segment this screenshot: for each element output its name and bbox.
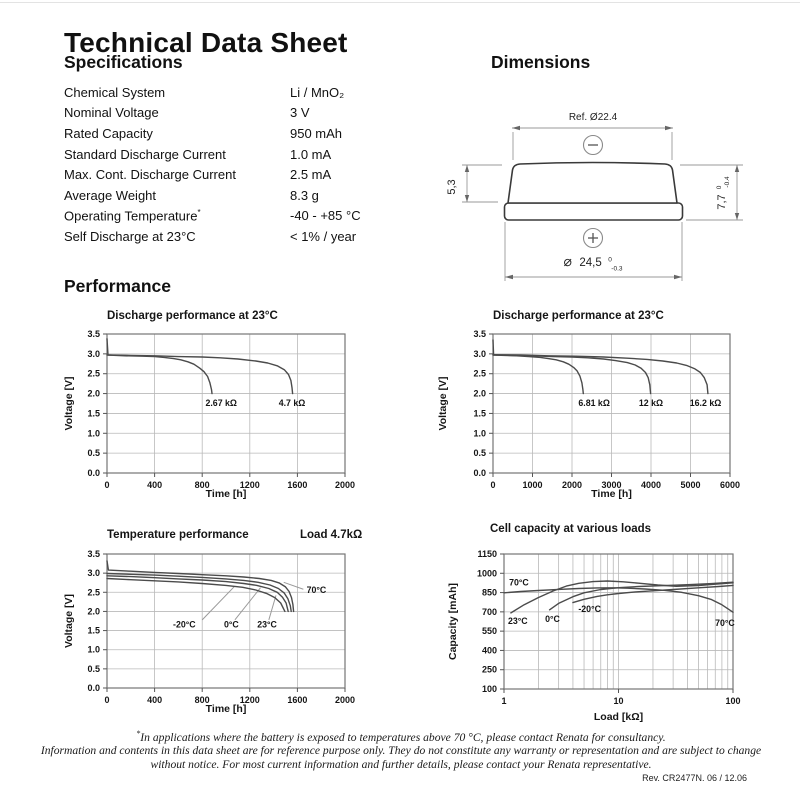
spec-row-standard-discharge-current bbox=[64, 144, 424, 165]
spec-label: Rated Capacity bbox=[64, 125, 153, 141]
y-tick-label: 2.5 bbox=[87, 368, 100, 379]
x-tick-label: 800 bbox=[194, 480, 210, 490]
x-tick-label: 4000 bbox=[640, 480, 662, 490]
x-tick-label: 6000 bbox=[719, 480, 741, 490]
page-top-divider bbox=[0, 2, 800, 3]
y-tick-label: 850 bbox=[481, 587, 497, 598]
spec-value: -40 - +85 °C bbox=[290, 208, 361, 224]
spec-label: Average Weight bbox=[64, 187, 157, 203]
total-height-tol-upper: 0 bbox=[716, 185, 723, 190]
y-tick-label: 700 bbox=[481, 606, 497, 617]
x-tick-label: 400 bbox=[147, 695, 163, 705]
minus-terminal-icon bbox=[584, 136, 603, 155]
spec-label: Self Discharge at 23°C bbox=[64, 228, 196, 244]
performance-heading: Performance bbox=[64, 276, 171, 296]
x-tick-label: 10 bbox=[613, 696, 624, 706]
curve-label: 70°C bbox=[715, 618, 735, 629]
diameter-value: 24,5 bbox=[579, 257, 602, 269]
y-tick-label: 1000 bbox=[476, 568, 497, 579]
x-tick-label: 0 bbox=[104, 480, 110, 490]
curve-label: 23°C bbox=[507, 615, 528, 626]
diameter-tol-lower: -0.3 bbox=[611, 265, 623, 273]
spec-label: Operating Temperature bbox=[64, 208, 198, 224]
plus-terminal-icon bbox=[584, 229, 603, 248]
y-tick-label: 3.5 bbox=[87, 329, 100, 339]
chart-title: Temperature performance bbox=[107, 529, 249, 541]
series-16.2-k- bbox=[493, 355, 708, 394]
curve-label: -20°C bbox=[578, 604, 601, 615]
chart-title: Cell capacity at various loads bbox=[490, 523, 652, 535]
chart-title: Discharge performance at 23°C bbox=[107, 310, 278, 322]
y-tick-label: 550 bbox=[481, 626, 497, 637]
chart-title: Discharge performance at 23°C bbox=[493, 310, 664, 322]
chart-load-label: Load 4.7kΩ bbox=[300, 529, 363, 541]
spec-label: Nominal Voltage bbox=[64, 105, 159, 121]
footnote-marker: * bbox=[197, 208, 201, 218]
series-2.67-k- bbox=[107, 339, 212, 394]
spec-row-max-discharge-current bbox=[64, 164, 424, 185]
y-tick-label: 1.0 bbox=[87, 428, 100, 439]
total-height-label: 7,7 bbox=[716, 194, 728, 210]
spec-value: < 1% / year bbox=[290, 228, 357, 244]
x-tick-label: 1 bbox=[501, 696, 507, 706]
discharge-performance-high-load-chart bbox=[433, 299, 781, 512]
footnote-line-1: *In applications where the battery is exposed to temperatures above 70 °C, please contact Renata for consultancy. bbox=[136, 729, 666, 744]
spec-row-operating-temperature bbox=[64, 206, 424, 227]
curve-label: 4.7 kΩ bbox=[278, 398, 306, 409]
y-tick-label: 3.0 bbox=[87, 568, 100, 579]
y-tick-label: 2.0 bbox=[473, 388, 486, 399]
x-tick-label: 5000 bbox=[680, 480, 701, 490]
curve-label: 0°C bbox=[545, 613, 560, 624]
spec-row-rated-capacity bbox=[64, 123, 424, 144]
x-tick-label: 2000 bbox=[561, 480, 583, 490]
x-axis-label: Load [kΩ] bbox=[593, 711, 644, 723]
curve-label: 16.2 kΩ bbox=[689, 398, 722, 409]
curve-label: 6.81 kΩ bbox=[578, 398, 610, 409]
y-tick-label: 1.5 bbox=[473, 408, 486, 419]
spec-row-self-discharge bbox=[64, 226, 424, 247]
y-tick-label: 2.5 bbox=[473, 368, 486, 379]
x-axis-label: Time [h] bbox=[205, 488, 247, 500]
diameter-tol-upper: 0 bbox=[608, 256, 612, 264]
x-tick-label: 1000 bbox=[522, 480, 543, 490]
spec-label: Chemical System bbox=[64, 84, 166, 100]
x-tick-label: 2000 bbox=[334, 695, 356, 705]
specifications-table bbox=[64, 82, 424, 247]
curve-label: 70°C bbox=[509, 577, 529, 588]
curve-label: -20°C bbox=[173, 619, 196, 630]
y-tick-label: 2.5 bbox=[87, 587, 100, 598]
x-axis-label: Time [h] bbox=[591, 488, 632, 500]
y-tick-label: 3.5 bbox=[473, 329, 486, 339]
x-tick-label: 0 bbox=[104, 695, 110, 705]
x-tick-label: 0 bbox=[490, 480, 496, 490]
x-tick-label: 800 bbox=[194, 695, 210, 705]
y-tick-label: 1150 bbox=[477, 549, 497, 559]
y-tick-label: 0.5 bbox=[87, 663, 100, 674]
curve-label: 0°C bbox=[223, 619, 239, 630]
series-70-c bbox=[107, 561, 294, 612]
svg-text:7,7 0 -0.4 bbox=[712, 176, 731, 210]
y-tick-label: 3.5 bbox=[87, 549, 100, 559]
spec-value: 2.5 mA bbox=[290, 167, 332, 183]
y-tick-label: 400 bbox=[481, 645, 497, 656]
inner-height-label: 5,3 bbox=[446, 179, 458, 195]
y-tick-label: 1.5 bbox=[87, 408, 100, 419]
spec-value: 3 V bbox=[290, 105, 310, 121]
y-tick-label: 3.0 bbox=[87, 348, 100, 359]
spec-row-average-weight bbox=[64, 185, 424, 206]
spec-row-nominal-voltage bbox=[64, 103, 424, 124]
footnote-marker: * bbox=[136, 729, 141, 738]
y-tick-label: 1.0 bbox=[473, 428, 486, 439]
cell-capacity-chart bbox=[443, 516, 789, 732]
x-tick-label: 400 bbox=[147, 480, 163, 490]
curve-label: 23°C bbox=[257, 619, 277, 630]
y-tick-label: 1.0 bbox=[87, 644, 100, 655]
spec-row-chemical-system bbox=[64, 82, 424, 103]
ref-diameter-label: Ref. Ø22.4 bbox=[568, 112, 618, 123]
x-axis-label: Time [h] bbox=[205, 703, 247, 715]
spec-label: Standard Discharge Current bbox=[64, 146, 226, 162]
y-axis-label: Voltage [V] bbox=[63, 593, 75, 649]
y-tick-label: 0.0 bbox=[87, 468, 100, 478]
total-height-dimension bbox=[680, 165, 743, 220]
y-axis-label: Voltage [V] bbox=[63, 376, 75, 431]
curve-label: 2.67 kΩ bbox=[205, 398, 237, 409]
y-tick-label: 0.5 bbox=[87, 448, 100, 459]
curve-label: 70°C bbox=[306, 584, 327, 595]
battery-outline bbox=[505, 163, 683, 221]
dimensions-heading: Dimensions bbox=[491, 52, 591, 72]
svg-text:⌀ 24,5 0 -0.3 bbox=[563, 249, 622, 273]
temperature-performance-chart bbox=[59, 514, 391, 728]
y-tick-label: 2.0 bbox=[87, 606, 100, 617]
series-0-c bbox=[550, 582, 733, 610]
series-6.81-k- bbox=[493, 340, 583, 394]
y-axis-label: Voltage [V] bbox=[437, 376, 449, 431]
battery-dimension-drawing bbox=[440, 92, 800, 292]
spec-value: 1.0 mA bbox=[290, 146, 332, 162]
x-tick-label: 1600 bbox=[287, 480, 308, 490]
x-tick-label: 1600 bbox=[287, 695, 308, 705]
spec-label: Max. Cont. Discharge Current bbox=[64, 167, 236, 183]
revision-label: Rev. CR2477N. 06 / 12.06 bbox=[642, 773, 747, 783]
series-23-c bbox=[511, 581, 733, 613]
series-0-c bbox=[107, 576, 288, 612]
y-tick-label: 3.0 bbox=[473, 348, 486, 359]
footnote bbox=[38, 727, 764, 772]
y-tick-label: 0.5 bbox=[473, 448, 486, 459]
y-tick-label: 0.0 bbox=[87, 683, 100, 693]
page-title: Technical Data Sheet bbox=[64, 26, 348, 58]
x-tick-label: 2000 bbox=[334, 480, 356, 490]
footnote-line-2: Information and contents in this data sheet are for reference purpose only. They do not constitute any warranty or representation and are subject to change without notice. For most current information and further details, please contact your Renata representative. bbox=[40, 744, 762, 772]
diameter-symbol: ⌀ bbox=[563, 253, 572, 269]
discharge-performance-low-load-chart bbox=[59, 299, 391, 512]
series-4.7-k- bbox=[107, 355, 293, 394]
x-tick-label: 3000 bbox=[601, 480, 622, 490]
y-tick-label: 2.0 bbox=[87, 388, 100, 399]
y-axis-label: Capacity [mAh] bbox=[447, 582, 459, 661]
y-tick-label: 1.5 bbox=[87, 625, 100, 636]
total-height-tol-lower: -0.4 bbox=[724, 176, 731, 188]
x-tick-label: 1200 bbox=[239, 695, 260, 705]
spec-value: Li / MnO₂ bbox=[290, 84, 345, 100]
y-tick-label: 0.0 bbox=[473, 468, 486, 478]
curve-label: 12 kΩ bbox=[638, 398, 664, 409]
y-tick-label: 100 bbox=[481, 684, 497, 694]
x-tick-label: 100 bbox=[725, 696, 741, 706]
specifications-heading: Specifications bbox=[64, 52, 183, 72]
spec-value: 8.3 g bbox=[290, 187, 319, 203]
spec-value: 950 mAh bbox=[290, 125, 343, 141]
series--20-c bbox=[107, 579, 285, 612]
y-tick-label: 250 bbox=[481, 664, 497, 675]
x-tick-label: 1200 bbox=[239, 480, 260, 490]
